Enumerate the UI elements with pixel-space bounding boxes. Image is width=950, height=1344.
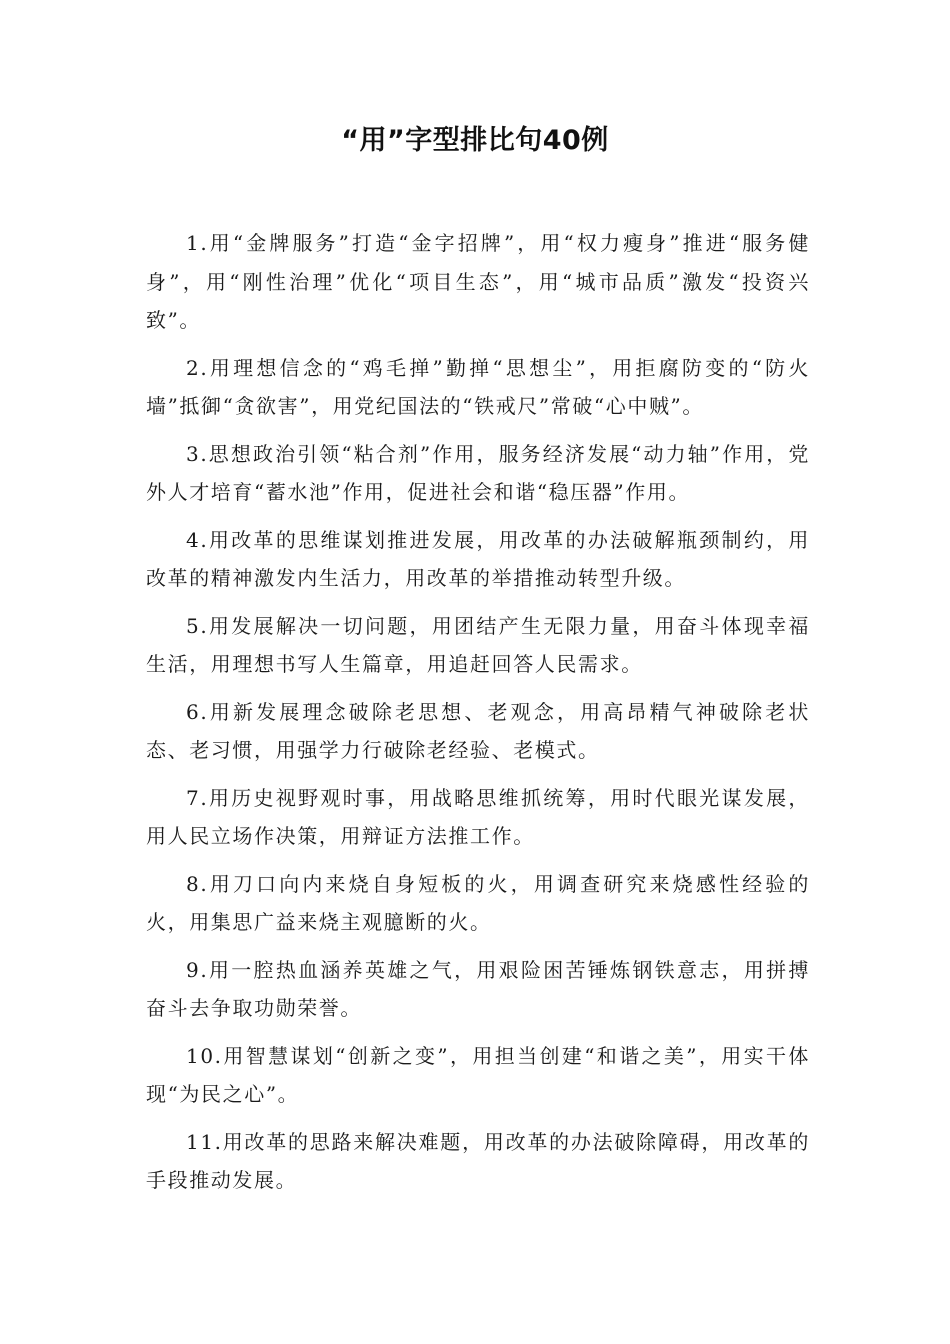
paragraph-3: 3.思想政治引领“粘合剂”作用，服务经济发展“动力轴”作用，党外人才培育“蓄水池”作用，促进社会和谐“稳压器”作用。 — [146, 441, 810, 504]
paragraph-1: 1.用“金牌服务”打造“金字招牌”，用“权力瘦身”推进“服务健身”，用“刚性治理”优化“项目生态”，用“城市品质”激发“投资兴致”。 — [146, 231, 810, 332]
paragraph-10: 10.用智慧谋划“创新之变”，用担当创建“和谐之美”，用实干体现“为民之心”。 — [146, 1043, 810, 1106]
paragraph-11: 11.用改革的思路来解决难题，用改革的办法破除障碍，用改革的手段推动发展。 — [146, 1129, 810, 1192]
paragraph-6: 6.用新发展理念破除老思想、老观念，用高昂精气神破除老状态、老习惯，用强学力行破除老经验、老模式。 — [146, 699, 810, 762]
document-body — [146, 224, 810, 1209]
paragraph-9: 9.用一腔热血涵养英雄之气，用艰险困苦锤炼钢铁意志，用拼搏奋斗去争取功勋荣誉。 — [146, 957, 810, 1020]
paragraph-7: 7.用历史视野观时事，用战略思维抓统筹，用时代眼光谋发展，用人民立场作决策，用辩证方法推工作。 — [146, 785, 810, 848]
paragraph-8: 8.用刀口向内来烧自身短板的火，用调查研究来烧感性经验的火，用集思广益来烧主观臆断的火。 — [146, 871, 810, 934]
paragraph-5: 5.用发展解决一切问题，用团结产生无限力量，用奋斗体现幸福生活，用理想书写人生篇章，用追赶回答人民需求。 — [146, 613, 810, 676]
document-title: “用”字型排比句40例 — [341, 125, 609, 156]
paragraph-4: 4.用改革的思维谋划推进发展，用改革的办法破解瓶颈制约，用改革的精神激发内生活力，用改革的举措推动转型升级。 — [146, 527, 810, 590]
paragraph-2: 2.用理想信念的“鸡毛掸”勤掸“思想尘”，用拒腐防变的“防火墙”抵御“贪欲害”，用党纪国法的“铁戒尺”常破“心中贼”。 — [146, 355, 810, 418]
